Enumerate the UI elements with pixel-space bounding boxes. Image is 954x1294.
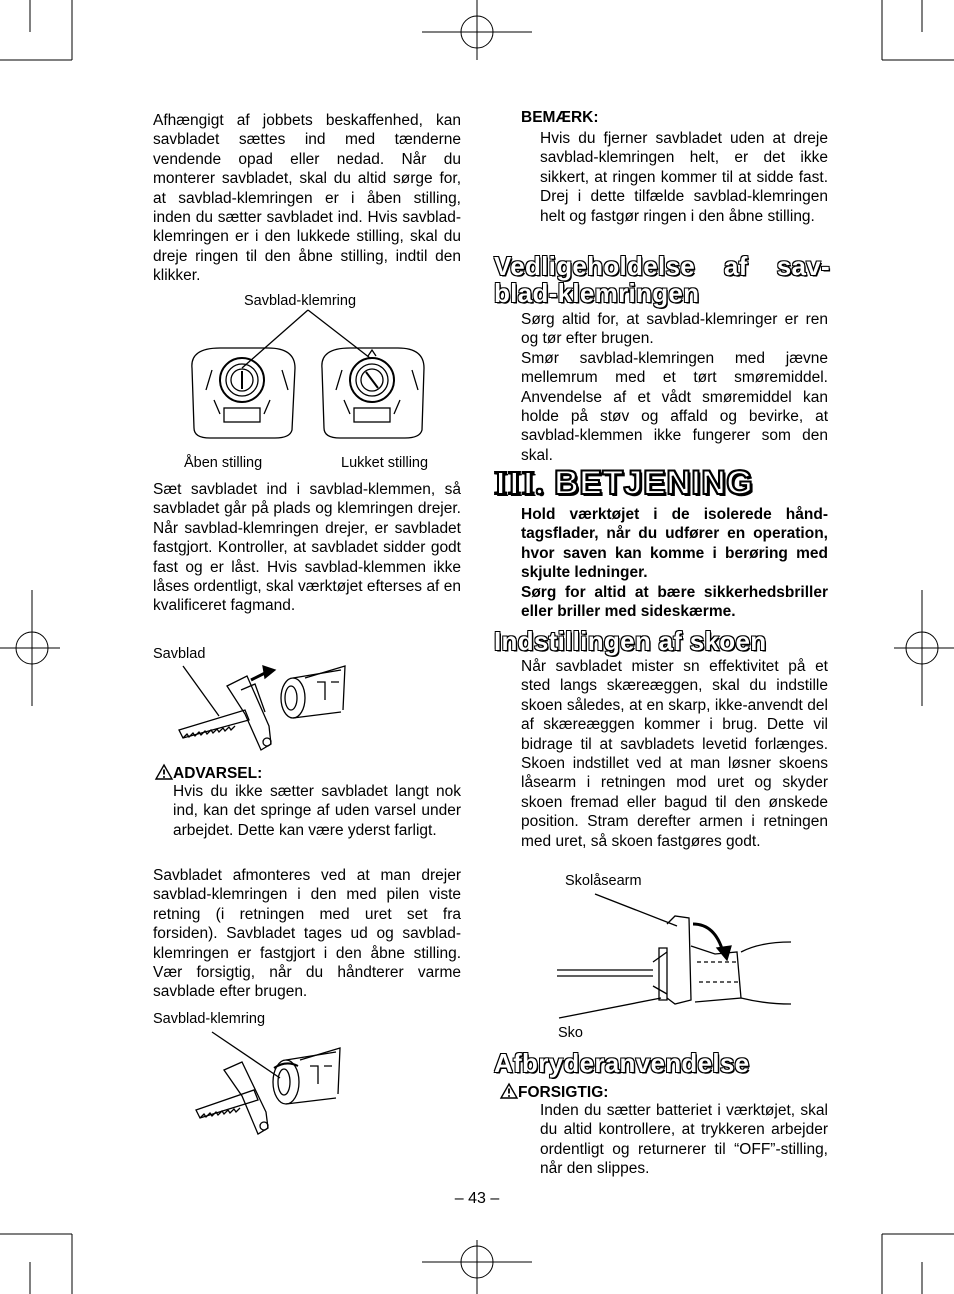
heading-maintenance <box>494 253 830 307</box>
warning-icon <box>155 762 173 783</box>
open-position-label: Åben stilling <box>184 455 263 471</box>
warning-block <box>173 782 461 840</box>
maintenance-paragraph-1: Sørg altid for, at savblad-klemringer er ren og tør efter brugen. <box>521 311 828 348</box>
figure-label-clamp-ring: Savblad-klemring <box>244 293 357 309</box>
insert-blade-block <box>153 480 461 616</box>
blade-insert-figure <box>175 660 375 760</box>
section-heading <box>494 464 753 503</box>
caution-text: Inden du sætter batteriet i værktøjet, skal du altid kontrollere, at trykkeren arbejder ordentligt og returnerer til “OFF”-stilling, når den slippes. <box>540 1102 828 1178</box>
figure-label-shoe-lever: Skolåsearm <box>565 873 642 889</box>
safety-block <box>521 505 828 621</box>
blade-removal-figure <box>190 1030 390 1140</box>
closed-position-label: Lukket stilling <box>341 455 429 471</box>
shoe-adjust-figure <box>555 890 795 1020</box>
safety-warning-2: Sørg for altid at bære sikkerhedsbriller eller briller med sideskærme. <box>521 583 828 621</box>
note-text: Hvis du fjerner savbladet uden at dreje savblad-klemringen helt, er det ikke sikkert, at ringen kommer til at sidde fast. Drej i dette tilfælde savblad-klemringen helt og fastgør ringen i den åbne stilling. <box>540 130 828 225</box>
maintenance-block <box>521 310 828 465</box>
clamp-ring-figure <box>180 308 420 458</box>
heading-switch: Afbryderanvendelse <box>494 1048 750 1078</box>
note-title: BEMÆRK: <box>521 109 599 126</box>
caution-icon <box>500 1081 518 1102</box>
remove-blade-paragraph: Savbladet afmonteres ved at man drejer savblad-klemringen i den med pilen viste retning (i retningen med uret set fra forsiden). Savbladet tages ud og savblad-klemringen er fastgjort i den åbne stilling. Vær forsigtig, når du håndterer varme savblade efter brugen. <box>153 867 461 1001</box>
section-numeral: III. <box>494 465 545 502</box>
caution-block <box>540 1101 828 1179</box>
figure-label-clamp-ring-2: Savblad-klemring <box>153 1011 266 1027</box>
section-title: BETJENING <box>554 464 754 502</box>
heading-maintenance-line2: blad-klemringen <box>494 278 700 308</box>
heading-shoe: Indstillingen af skoen <box>494 626 767 656</box>
shoe-paragraph: Når savbladet mister sn effektivitet på et sted langs skæreæggen, skal du indstille skoen således, at en skarp, ikke-anvendt del af skæreæggen kommer i brug. Dette vil bidrage til at savbladets levetid forlænges. Skoen indstillet ved at man løsner skoens låsearm i retningen mod uret og skyder skoen fremad eller bagud til den ønskede position. Stram derefter armen i retningen med uret, så skoen fastgøres godt. <box>521 658 828 850</box>
intro-paragraph: Afhængigt af jobbets beskaffenhed, kan savbladet sættes ind med tænderne vendende opad eller nedad. Når du monterer savbladet, skal du altid sørge for, at savblad-klemringen er i åben stilling, inden du sætter savbladet ind. Hvis savblad-klemringen er i den lukkede stilling, skal du dreje ringen til den åbne stilling, indtil den klikker. <box>153 112 461 285</box>
warning-title: ADVARSEL: <box>173 765 263 782</box>
remove-blade-block <box>153 866 461 1002</box>
warning-heading <box>155 762 262 783</box>
safety-warning-1: Hold værktøjet i de isolerede håndtagsflader, når du udfører en operation, hvor saven kan komme i berøring med skjulte ledninger. <box>521 506 828 582</box>
insert-blade-paragraph: Sæt savbladet ind i savblad-klemmen, så savbladet går på plads og klemringen drejer. Når savblad-klemringen drejer, er savbladet fastgjort. Kontroller, at savbladet sidder godt fast og er låst. Hvis savblad-klemmen ikke låses ordentligt, skal værktøjet efterses af en kvalificeret fagmand. <box>153 481 461 615</box>
heading-maintenance-line1: Vedligeholdelse af sav- <box>494 251 830 281</box>
left-column <box>153 111 461 286</box>
page-number: – 43 – <box>454 1190 500 1207</box>
warning-text: Hvis du ikke sætter savbladet langt nok ind, kan det springe af uden varsel under arbejdet. Dette kan være yderst farligt. <box>173 783 461 839</box>
figure-label-blade: Savblad <box>153 646 206 662</box>
caution-heading <box>500 1081 608 1102</box>
shoe-block <box>521 657 828 851</box>
note-block <box>540 129 828 226</box>
maintenance-paragraph-2: Smør savblad-klemringen med jævne mellemrum med et tørt smøremiddel. Anvendelse af et vådt smøremiddel kan holde på støv og affald og bevirke, at savblad-klemmen ikke fungerer som den skal. <box>521 349 828 464</box>
caution-title: FORSIGTIG: <box>518 1084 609 1101</box>
figure-label-shoe: Sko <box>558 1025 583 1041</box>
